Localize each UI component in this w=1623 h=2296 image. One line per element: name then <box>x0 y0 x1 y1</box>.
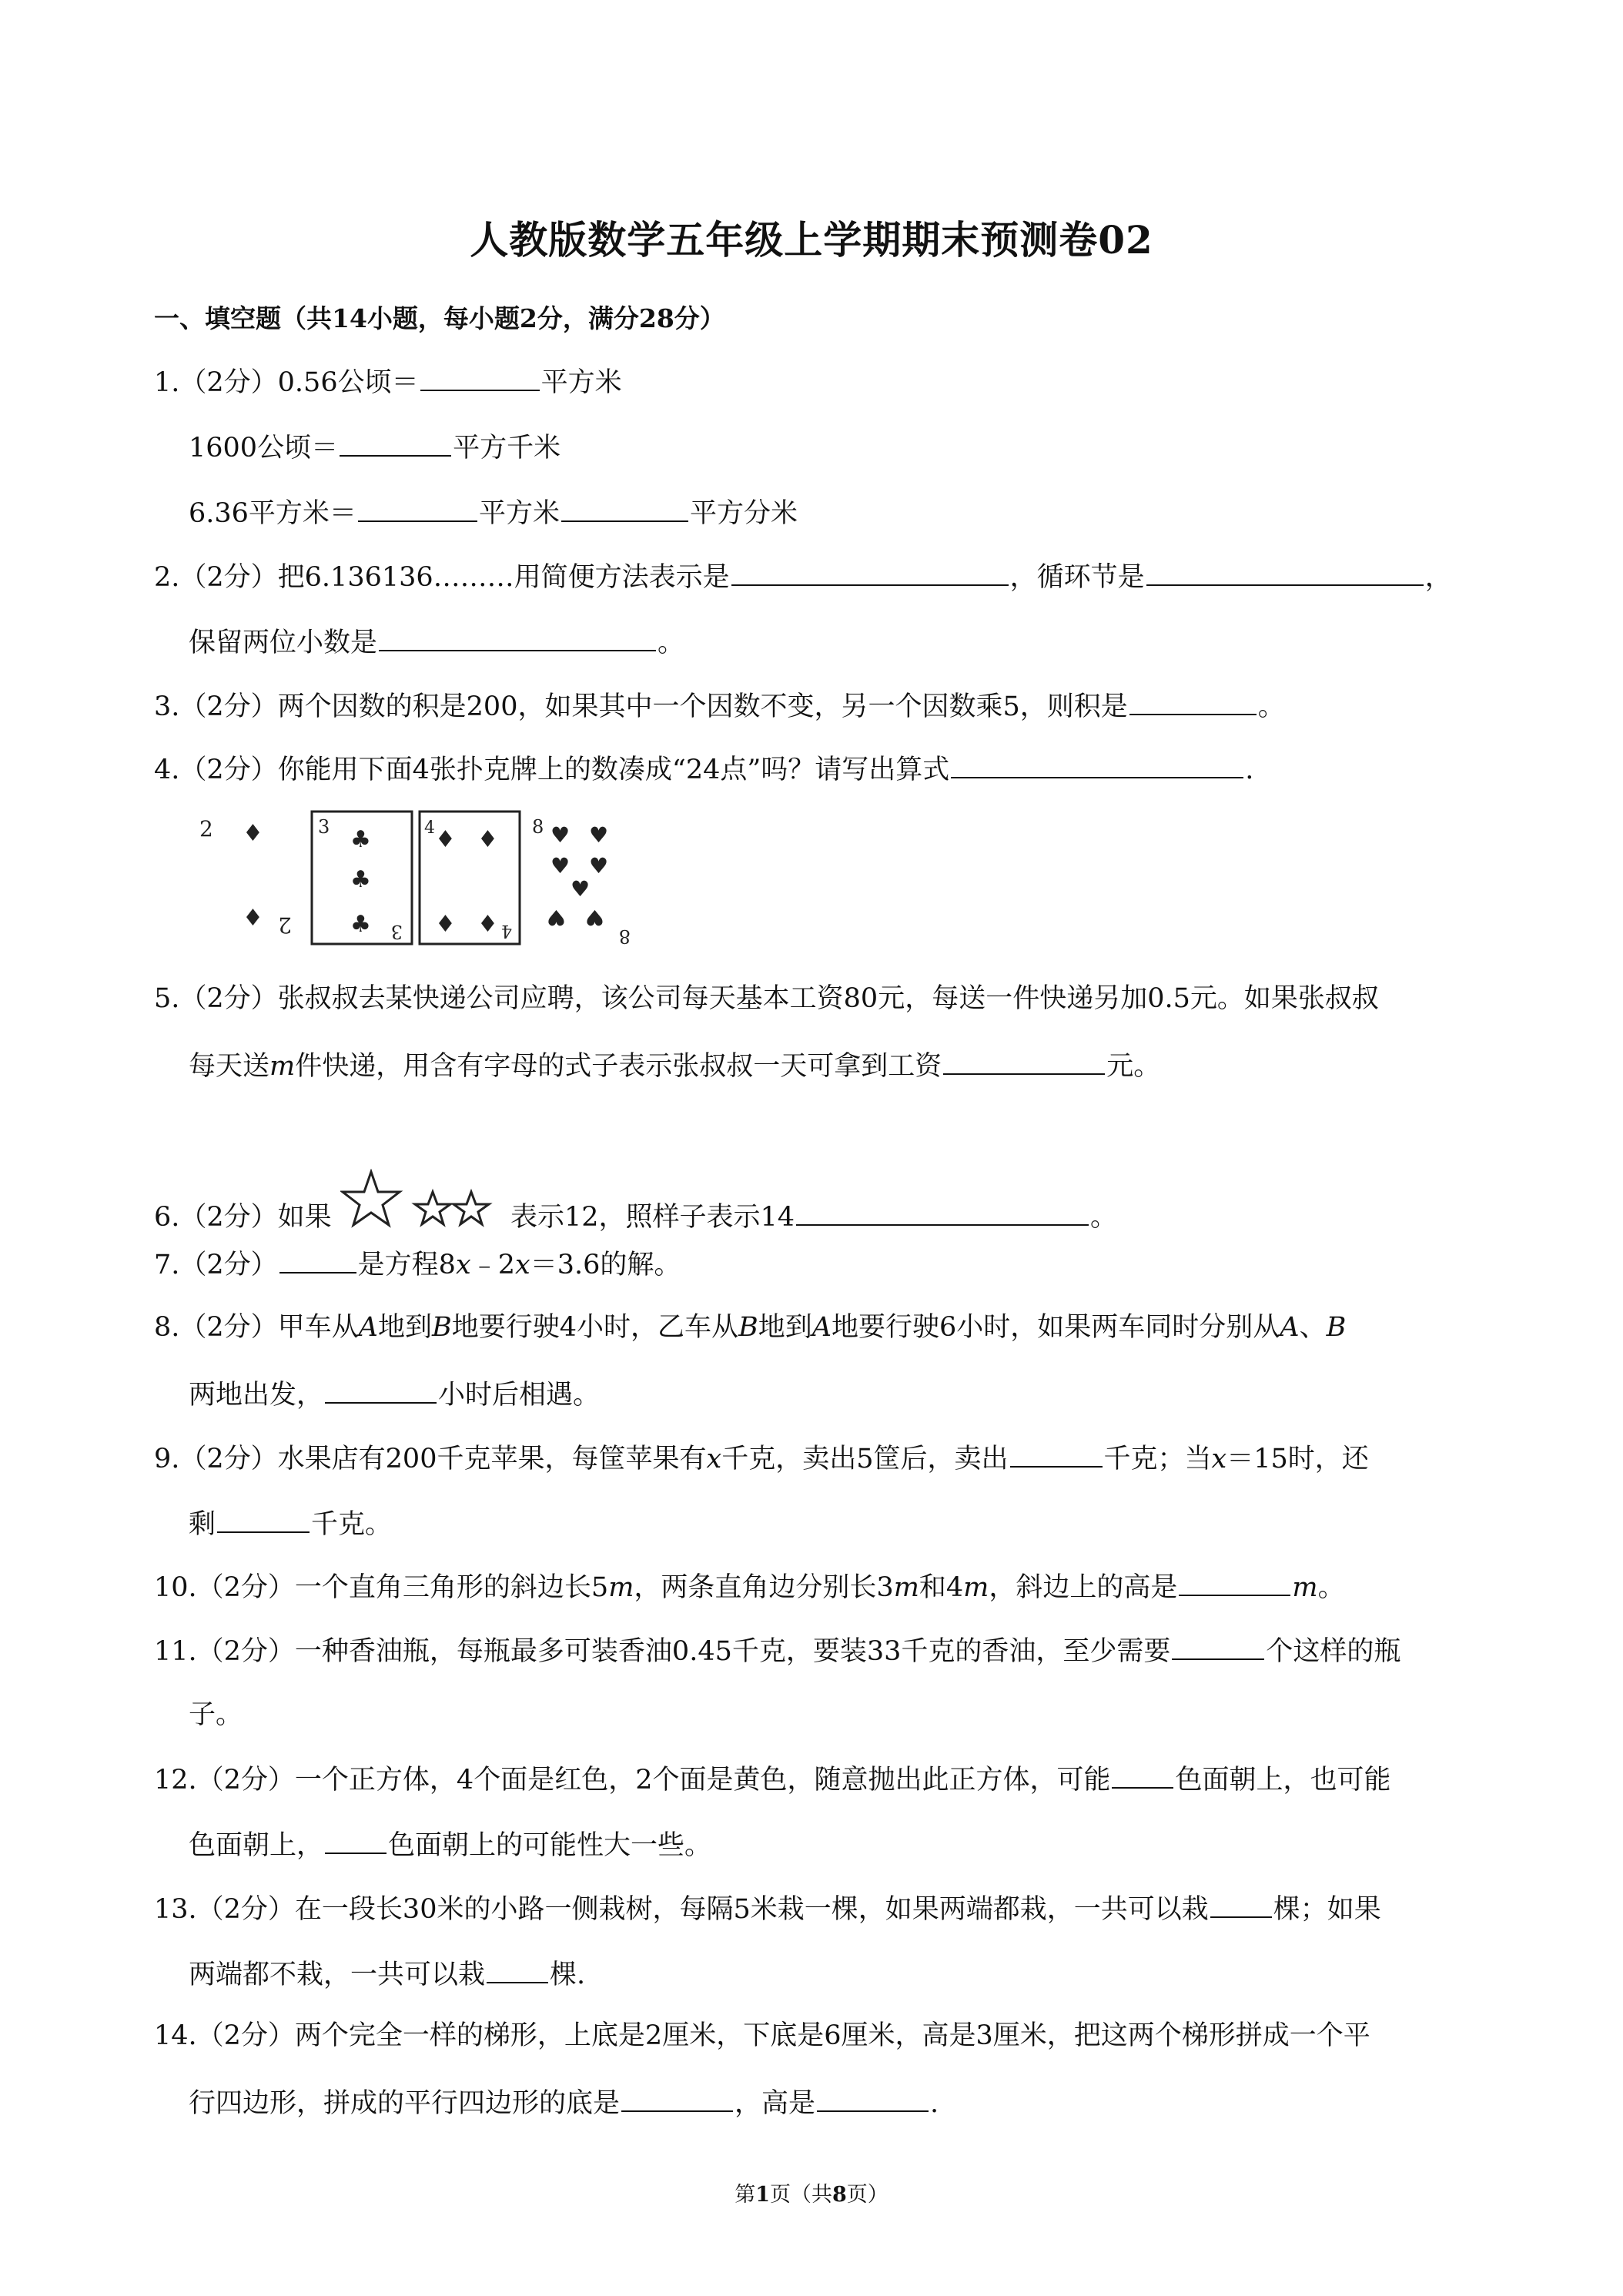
question-5-line-1 <box>154 982 1379 1016</box>
question-text: 行四边形，拼成的平行四边形的底是 <box>189 2088 621 2119</box>
question-text: 地要行驶6小时，如果两车同时分别从 <box>832 1312 1280 1343</box>
answer-blank[interactable] <box>1129 688 1257 715</box>
question-text: ， <box>1424 562 1452 593</box>
footer-text: 页（共 <box>770 2183 832 2207</box>
question-9-line-1 <box>154 1440 1369 1476</box>
question-text: ＝3.6的解。 <box>530 1250 681 1280</box>
question-11-line-2 <box>189 1698 243 1732</box>
answer-blank[interactable] <box>951 751 1243 778</box>
answer-blank[interactable] <box>817 2084 929 2112</box>
question-text: 4.（2分）你能用下面4张扑克牌上的数凑成“24点”吗？请写出算式 <box>154 755 950 785</box>
question-text: 地到 <box>758 1312 812 1343</box>
variable: B <box>738 1312 758 1343</box>
variable: A <box>358 1312 378 1343</box>
question-text: 10.（2分）一个直角三角形的斜边长5 <box>154 1572 609 1603</box>
question-text: 。 <box>1257 691 1285 722</box>
question-2-line-1 <box>154 558 1452 594</box>
question-text: 剩 <box>189 1509 216 1540</box>
question-text: . <box>930 2088 939 2119</box>
heart-icon: ♥ <box>589 822 609 848</box>
answer-blank[interactable] <box>796 1198 1089 1226</box>
footer-text: 页） <box>846 2183 888 2207</box>
question-text: 地到 <box>377 1312 432 1343</box>
question-text: 每天送 <box>189 1051 270 1082</box>
question-12-line-1 <box>154 1761 1390 1797</box>
answer-blank[interactable] <box>279 1246 356 1274</box>
variable: m <box>608 1572 634 1603</box>
question-text: 子。 <box>189 1699 243 1730</box>
question-14-line-1 <box>154 2019 1370 2053</box>
question-text: 。 <box>1090 1202 1118 1233</box>
answer-blank[interactable] <box>1112 1761 1173 1789</box>
diamond-icon: ♦ <box>243 905 263 932</box>
question-text: 6.36平方米＝ <box>189 498 356 529</box>
star-icon <box>340 1169 502 1230</box>
question-text: 个这样的瓶 <box>1266 1636 1401 1667</box>
question-text: 。 <box>1317 1572 1345 1603</box>
card-rank: 8 <box>532 816 544 838</box>
question-text: 两端都不栽，一共可以栽 <box>189 1960 486 1990</box>
card-rank: 4 <box>501 921 512 940</box>
question-1-line-2 <box>189 429 561 465</box>
footer-text: 第 <box>735 2183 756 2207</box>
card-rank: 3 <box>390 921 403 942</box>
answer-blank[interactable] <box>1010 1440 1103 1468</box>
variable: x <box>1211 1444 1227 1474</box>
question-text: 3.（2分）两个因数的积是200，如果其中一个因数不变，另一个因数乘5，则积是 <box>154 691 1128 722</box>
club-icon: ♣ <box>350 866 371 893</box>
question-9-line-2 <box>189 1505 392 1541</box>
question-text: 和4 <box>919 1572 964 1603</box>
page-title: 人教版数学五年级上学期期末预测卷02 <box>470 217 1153 263</box>
heart-icon: ♥ <box>550 853 571 879</box>
diamond-icon: ♦ <box>435 826 456 853</box>
answer-blank[interactable] <box>358 494 477 522</box>
diamond-icon: ♦ <box>243 820 263 847</box>
question-text: 平方米 <box>540 367 622 398</box>
question-4 <box>154 751 1253 787</box>
answer-blank[interactable] <box>1179 1568 1290 1596</box>
question-text: ＝15时，还 <box>1226 1444 1369 1474</box>
answer-blank[interactable] <box>1172 1632 1264 1660</box>
section-heading: 一、填空题（共14小题，每小题2分，满分28分） <box>154 303 725 333</box>
variable: x <box>455 1250 471 1280</box>
variable: m <box>893 1572 919 1603</box>
question-text: 元。 <box>1106 1051 1161 1082</box>
card-rank: 8 <box>618 925 631 947</box>
question-text: . <box>1245 755 1254 785</box>
variable: B <box>431 1312 452 1343</box>
question-1-line-3 <box>189 494 798 530</box>
question-6 <box>154 1169 1117 1234</box>
question-text: 11.（2分）一种香油瓶，每瓶最多可装香油0.45千克，要装33千克的香油，至少需要 <box>154 1636 1171 1667</box>
question-text: 棵. <box>550 1960 586 1990</box>
question-8-line-2 <box>189 1376 600 1412</box>
question-text: 表示12，照样子表示14 <box>510 1202 795 1233</box>
question-text: ，两条直角边分别长3 <box>634 1572 894 1603</box>
question-14-line-2 <box>189 2084 939 2120</box>
card-3-clubs <box>312 812 412 944</box>
variable: m <box>269 1051 296 1082</box>
question-5-line-2 <box>189 1047 1160 1083</box>
club-icon: ♣ <box>350 826 371 853</box>
club-icon: ♣ <box>350 911 371 938</box>
question-text: 千克。 <box>311 1509 393 1540</box>
question-text: ﹣2 <box>470 1250 515 1280</box>
question-text: 色面朝上， <box>189 1830 324 1861</box>
heart-icon: ♥ <box>550 822 571 848</box>
answer-blank[interactable] <box>340 429 451 457</box>
question-text: 、 <box>1299 1312 1327 1343</box>
question-text: 1.（2分）0.56公顷＝ <box>154 367 419 398</box>
question-11-line-1 <box>154 1632 1400 1668</box>
question-8-line-1 <box>154 1310 1346 1344</box>
answer-blank[interactable] <box>1210 1890 1272 1918</box>
question-text: 地要行驶4小时，乙车从 <box>451 1312 738 1343</box>
answer-blank[interactable] <box>420 363 540 391</box>
question-7 <box>154 1246 681 1282</box>
question-text: ，循环节是 <box>1009 562 1145 593</box>
question-text: ，高是 <box>735 2088 816 2119</box>
card-4-diamonds <box>420 812 520 944</box>
heart-icon: ♥ <box>584 905 604 930</box>
question-3 <box>154 688 1285 724</box>
card-rank: 3 <box>318 816 330 838</box>
question-text: 14.（2分）两个完全一样的梯形，上底是2厘米，下底是6厘米，高是3厘米，把这两个梯形拼成一个平 <box>154 2020 1370 2051</box>
variable: A <box>1280 1312 1300 1343</box>
page-total: 8 <box>832 2183 847 2207</box>
page-footer <box>0 2177 1623 2207</box>
question-text: 千克，卖出5筐后，卖出 <box>721 1444 1009 1474</box>
card-rank: 2 <box>278 912 292 938</box>
question-text: 千克；当 <box>1103 1444 1212 1474</box>
card-rank: 4 <box>424 818 435 838</box>
variable: B <box>1326 1312 1347 1343</box>
question-text: 保留两位小数是 <box>189 628 378 658</box>
answer-blank[interactable] <box>731 558 1009 586</box>
question-text: 7.（2分） <box>154 1250 278 1280</box>
variable: m <box>963 1572 989 1603</box>
answer-blank[interactable] <box>943 1047 1105 1075</box>
heart-icon: ♥ <box>546 905 566 930</box>
question-12-line-2 <box>189 1826 711 1863</box>
answer-blank[interactable] <box>379 624 656 651</box>
variable: x <box>514 1250 530 1280</box>
question-2-line-2 <box>189 624 684 660</box>
question-text: 8.（2分）甲车从 <box>154 1312 359 1343</box>
question-text: 平方分米 <box>689 498 798 529</box>
variable: m <box>1292 1572 1318 1603</box>
question-13-line-2 <box>189 1956 585 1992</box>
answer-blank[interactable] <box>325 1826 387 1854</box>
question-10 <box>154 1568 1345 1605</box>
question-text: 件快递，用含有字母的式子表示张叔叔一天可拿到工资 <box>295 1051 942 1082</box>
question-text: 2.（2分）把6.136136………用简便方法表示是 <box>154 562 730 593</box>
variable: x <box>706 1444 722 1474</box>
heart-icon: ♥ <box>571 876 591 902</box>
question-text: 5.（2分）张叔叔去某快递公司应聘，该公司每天基本工资80元，每送一件快递另加0.5元。如果张叔叔 <box>154 983 1379 1014</box>
question-text: 6.（2分）如果 <box>154 1202 332 1233</box>
page-number: 1 <box>755 2183 770 2207</box>
answer-blank[interactable] <box>561 494 688 522</box>
question-text: 平方千米 <box>453 433 561 464</box>
heart-icon: ♥ <box>589 853 609 879</box>
diamond-icon: ♦ <box>435 911 456 938</box>
diamond-icon: ♦ <box>477 911 498 938</box>
card-2-diamonds <box>199 816 292 938</box>
answer-blank[interactable] <box>487 1956 548 1983</box>
variable: A <box>812 1312 832 1343</box>
playing-cards-figure <box>189 810 666 949</box>
answer-blank[interactable] <box>1146 558 1424 586</box>
answer-blank[interactable] <box>217 1505 310 1533</box>
question-text: 色面朝上的可能性大一些。 <box>388 1830 712 1861</box>
question-text: 色面朝上，也可能 <box>1175 1765 1391 1796</box>
question-text: 平方米 <box>478 498 560 529</box>
question-13-line-1 <box>154 1890 1381 1926</box>
question-text: ，斜边上的高是 <box>989 1572 1178 1603</box>
question-text: 9.（2分）水果店有200千克苹果，每筐苹果有 <box>154 1444 707 1474</box>
question-text: 两地出发， <box>189 1380 324 1411</box>
question-text: 是方程8 <box>357 1250 456 1280</box>
question-text: 。 <box>658 628 685 658</box>
question-text: 小时后相遇。 <box>438 1380 601 1411</box>
answer-blank[interactable] <box>325 1376 437 1404</box>
question-text: 棵；如果 <box>1273 1894 1381 1925</box>
question-text: 1600公顷＝ <box>189 433 339 464</box>
question-text: 13.（2分）在一段长30米的小路一侧栽树，每隔5米栽一棵，如果两端都栽，一共可以栽 <box>154 1894 1209 1925</box>
card-8-hearts <box>532 816 631 947</box>
answer-blank[interactable] <box>621 2084 733 2112</box>
diamond-icon: ♦ <box>477 826 498 853</box>
card-rank: 2 <box>199 816 213 842</box>
question-text: 12.（2分）一个正方体，4个面是红色，2个面是黄色，随意抛出此正方体，可能 <box>154 1765 1111 1796</box>
question-1-line-1 <box>154 363 622 400</box>
